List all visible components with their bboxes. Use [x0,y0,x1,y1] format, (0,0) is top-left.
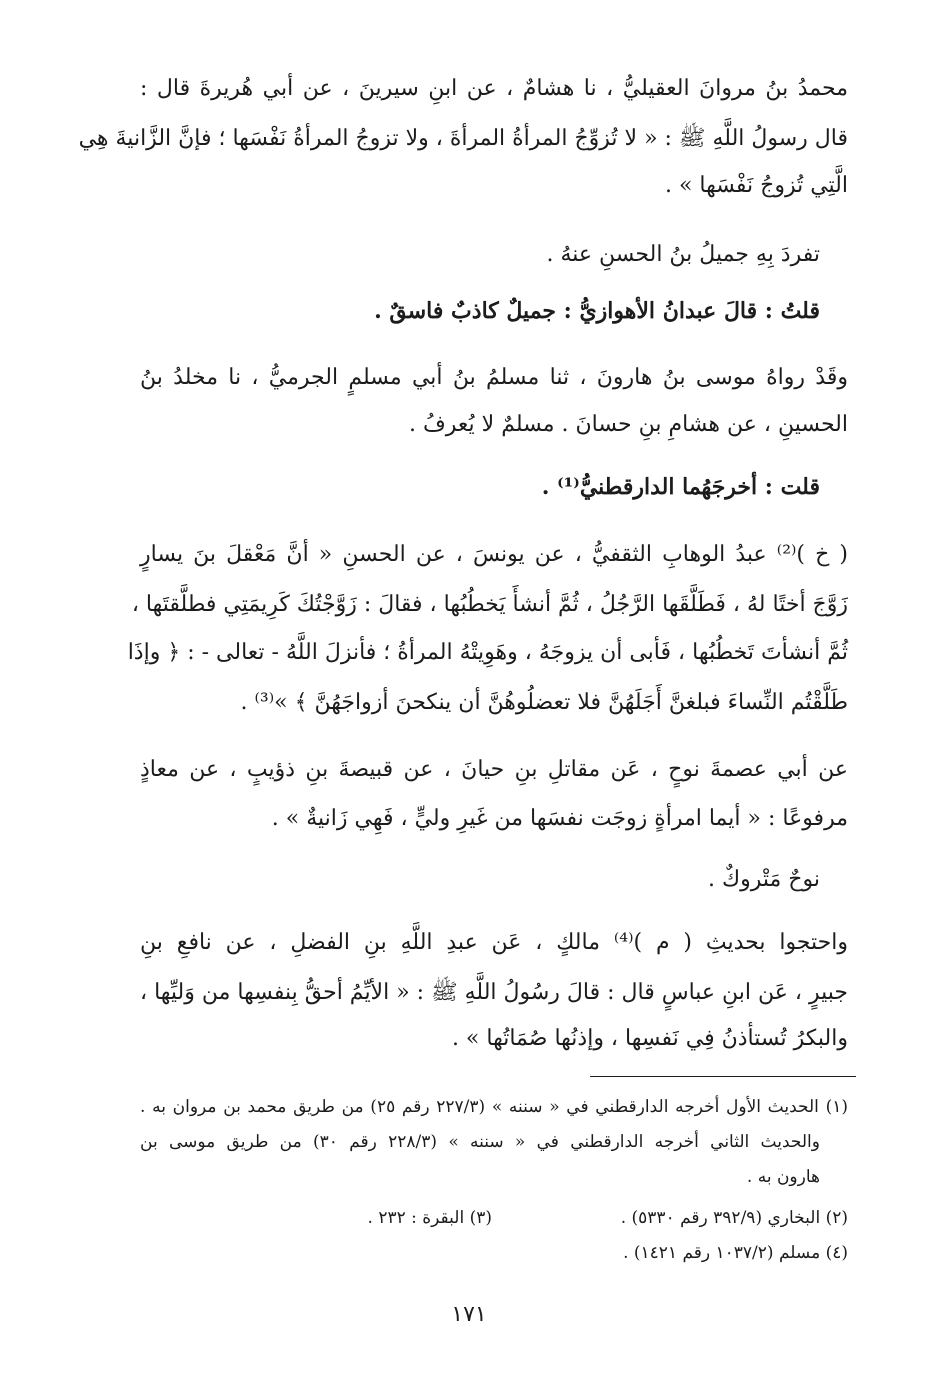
paragraph-7-line-1: عن أبي عصمةَ نوحٍ ، عَن مقاتلِ بنِ حيانَ ، عن قبيصةَ بنِ ذؤيبٍ ، عن معاذٍ [140,757,848,782]
footnote-2: (٢) البخاري (٣٩٢/٩ رقم ٥٣٣٠) . [620,1208,848,1228]
paragraph-6-line-3: ثُمَّ أنشأتَ تَخطُبُها ، فَأبى أن يزوجَهُ ، وهَوِيتْهُ المرأةُ ؛ فأنزلَ اللَّهُ - تعالى - : ﴿ وإذَا [127,640,848,665]
paragraph-1-line-3: الَّتِي تُزوجُ نَفْسَها » . [664,173,848,198]
paragraph-6-line-2: زَوَّجَ أختًا لهُ ، فَطَلَّقَها الرَّجُلُ ، ثُمَّ أنشأَ يَخطُبُها ، فقالَ : زَوَّجْتُكَ كَرِيمَتِي فطلَّقتَها ، [131,592,848,617]
paragraph-9-line-2: جبيرٍ ، عَن ابنِ عباسٍ قال : قالَ رسُولُ اللَّهِ ﷺ : « الأيِّمُ أحقُّ بِنفسِها من وَليِّها ، [139,980,848,1005]
footnote-4: (٤) مسلم (١٠٣٧/٢ رقم ١٤٢١) . [623,1243,848,1263]
paragraph-4-line-1: وقَدْ رواهُ موسى بنُ هارونَ ، ثنا مسلمُ بنُ أبي مسلمٍ الجرميُّ ، نا مخلدُ بنُ [140,365,848,390]
footnote-3: (٣) البقرة : ٢٣٢ . [367,1208,492,1228]
footnote-1-line-1: (١) الحديث الأول أخرجه الدارقطني في « سننه » (٢٢٧/٣ رقم ٢٥) من طريق محمد بن مروان به . [140,1097,849,1117]
page-number: ١٧١ [451,1302,487,1327]
paragraph-3-heading: قلتُ : قالَ عبدانُ الأهوازيُّ : جميلٌ كاذبٌ فاسقٌ . [374,298,820,324]
paragraph-9-line-3: والبكرُ تُستأذنُ فِي نَفسِها ، وإذنُها صُمَاتُها » . [451,1026,848,1051]
paragraph-1-line-2: قال رسولُ اللَّهِ ﷺ : « لا تُزوِّجُ المرأةُ المرأةَ ، ولا تزوجُ المرأةُ نَفْسَها ؛ فإنَّ الزَّانيةَ هِي [78,126,848,151]
paragraph-4-line-2: الحسينِ ، عن هشامِ بنِ حسانَ . مسلمٌ لا يُعرفُ . [409,412,848,437]
paragraph-6-line-1: ( خ )⁽²⁾ عبدُ الوهابِ الثقفيُّ ، عن يونسَ ، عن الحسنِ « أنَّ مَعْقلَ بنَ يسارٍ [140,542,848,567]
paragraph-7-line-2: مرفوعًا : « أيما امرأةٍ زوجَت نفسَها من غَيرِ وليٍّ ، فَهِي زَانيةٌ » . [271,806,848,831]
paragraph-9-line-1: واحتجوا بحديثِ ( م )⁽⁴⁾ مالكٍ ، عَن عبدِ اللَّهِ بنِ الفضلِ ، عن نافعِ بنِ [140,930,848,955]
paragraph-8: نوحٌ مَتْروكٌ . [708,867,820,892]
paragraph-1-line-1: محمدُ بنُ مروانَ العقيليُّ ، نا هشامٌ ، عن ابنِ سيرينَ ، عن أبي هُريرةَ قال : [140,76,848,101]
footnote-1-line-2: والحديث الثاني أخرجه الدارقطني في « سننه » (٢٢٨/٣ رقم ٣٠) من طريق موسى بن [140,1132,820,1152]
paragraph-6-line-4: طَلَّقْتُم النِّساءَ فبلغنَّ أَجَلَهُنَّ فلا تعضلُوهُنَّ أن ينكحنَ أزواجَهُنَّ ﴾ »⁽³⁾ . [240,690,848,715]
footnote-separator [590,1076,856,1077]
paragraph-5-heading: قلت : أخرجَهُما الدارقطنيُّ⁽¹⁾ . [541,474,820,500]
paragraph-2: تفردَ بِهِ جميلُ بنُ الحسنِ عنهُ . [546,242,820,267]
footnote-1-line-3: هارون به . [746,1167,820,1187]
